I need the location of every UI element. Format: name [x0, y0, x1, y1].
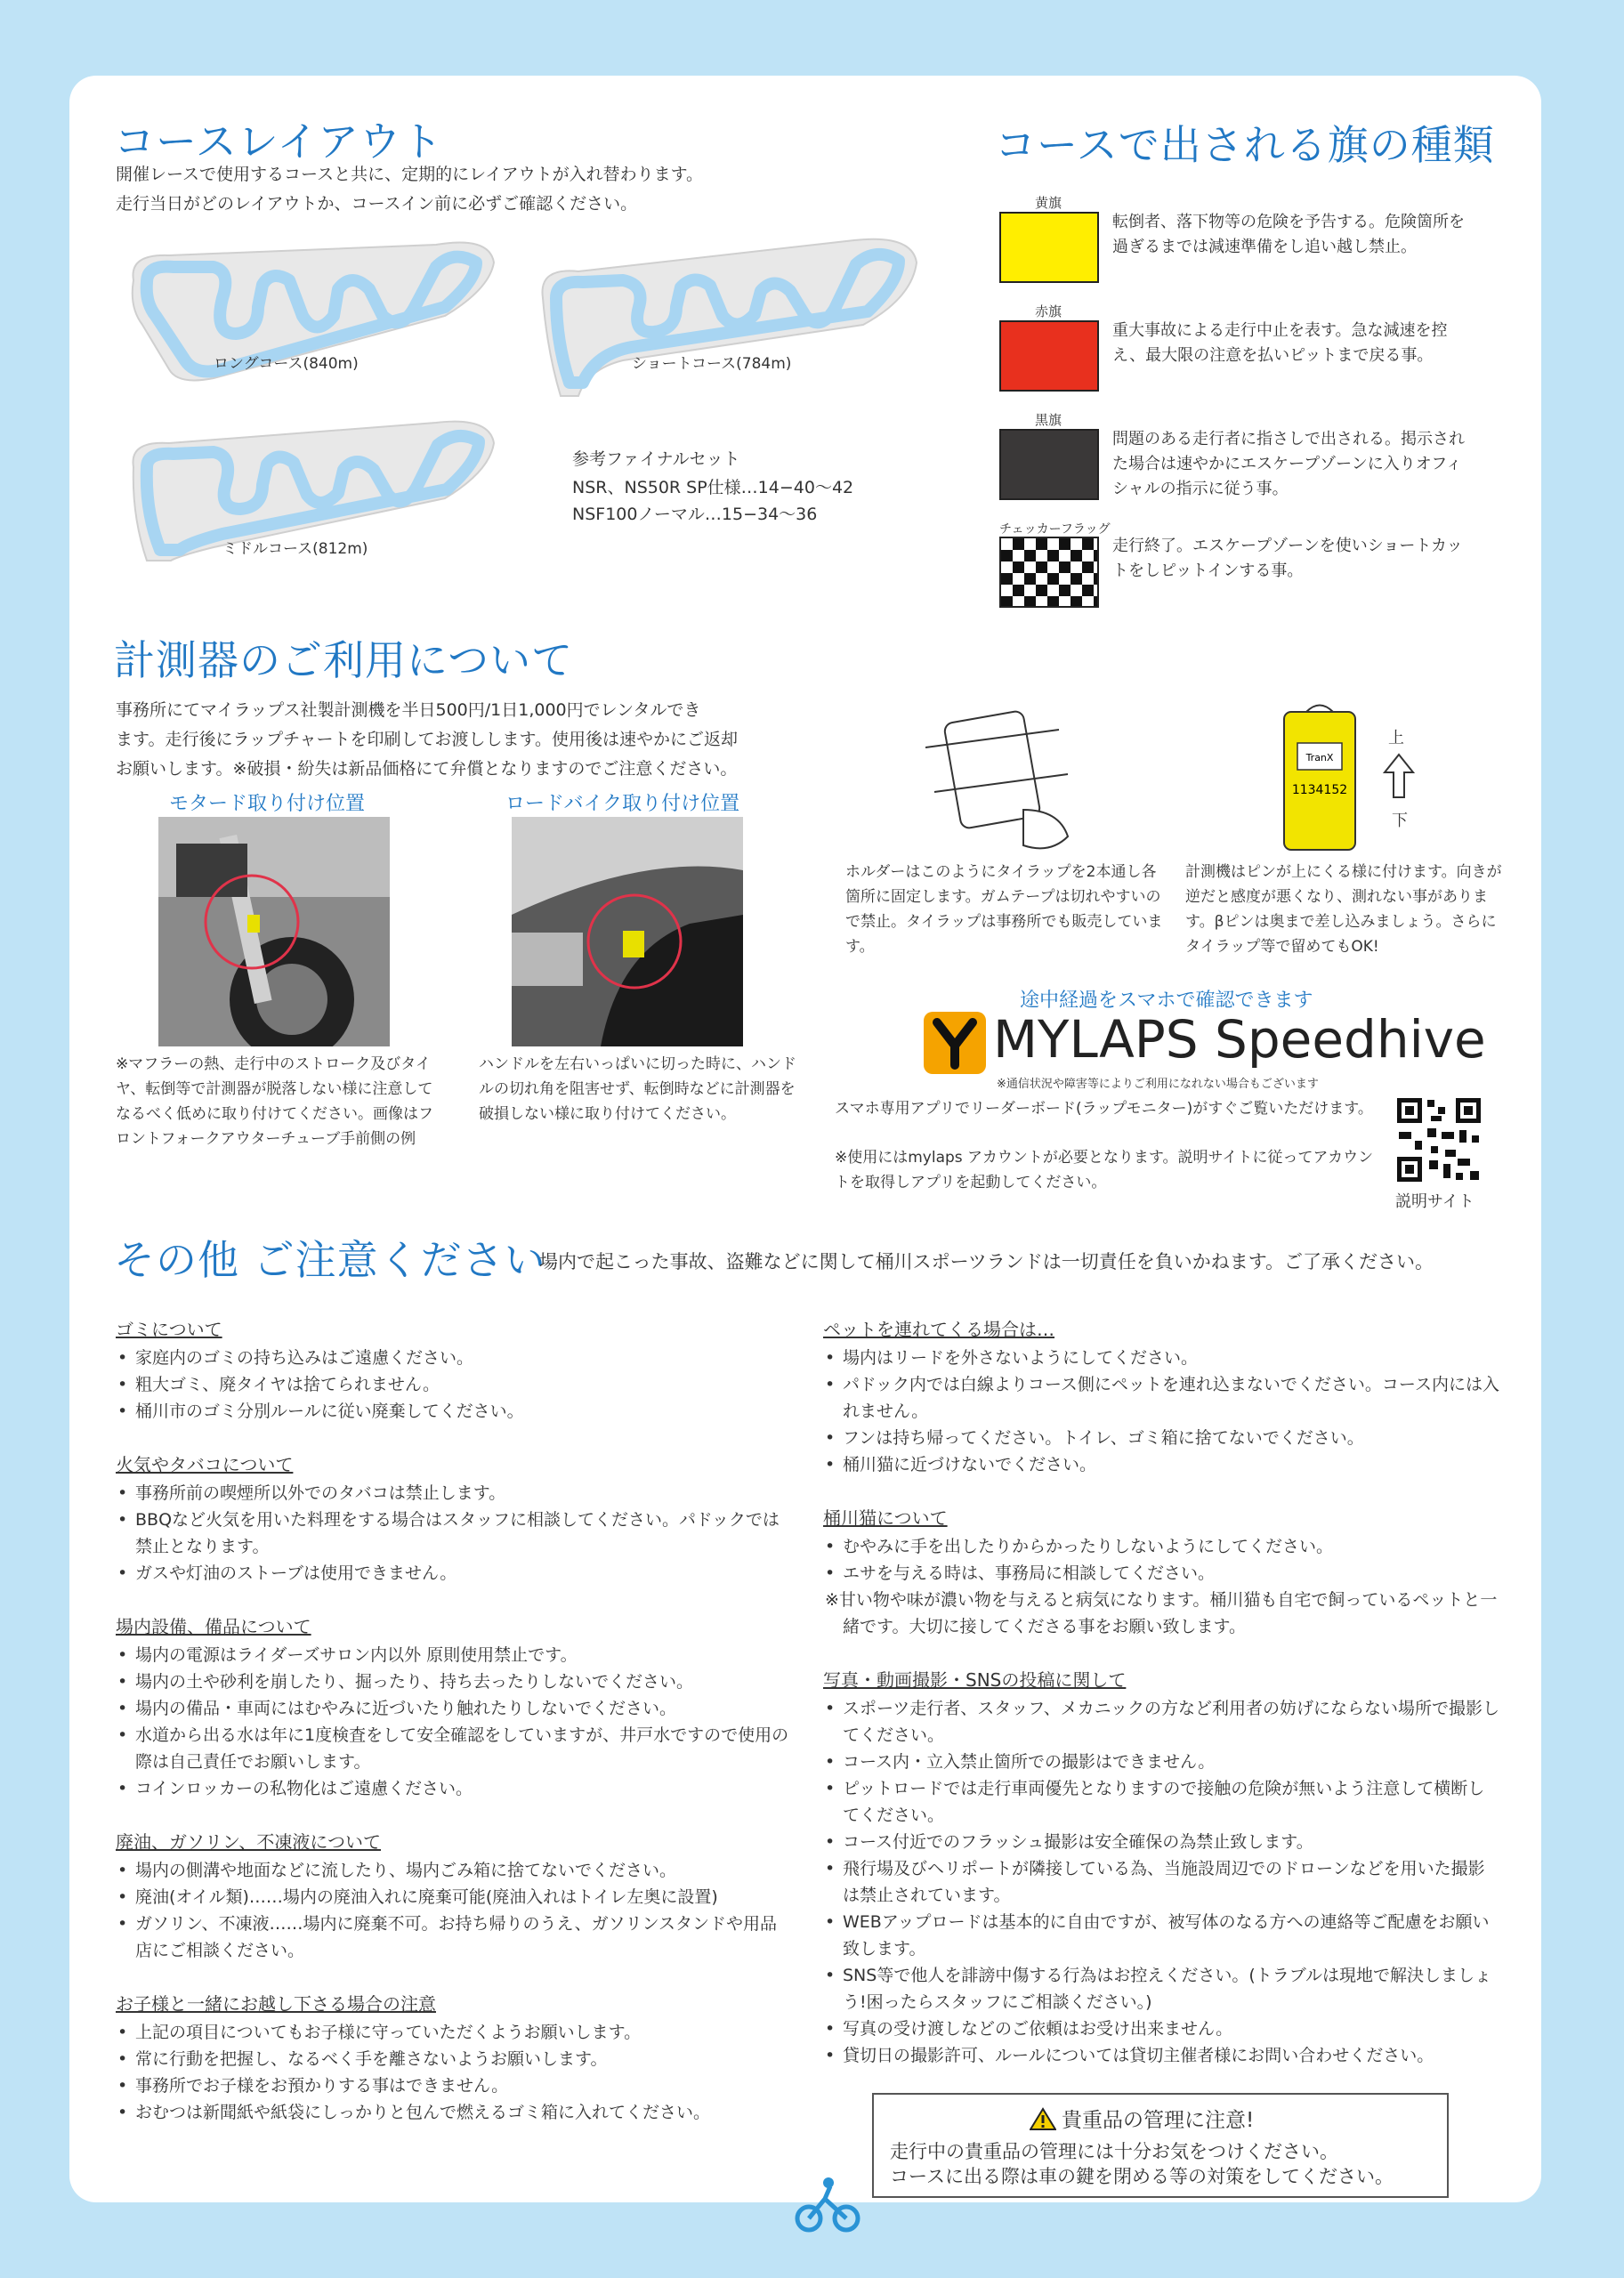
timer-desc-1: 事務所にてマイラップス社製計測機を半日500円/1日1,000円でレンタルでき: [116, 700, 701, 720]
section-heading: ペットを連れてくる場合は…: [823, 1319, 1054, 1340]
list-item: • 廃油(オイル類)……場内の廃油入れに廃棄可能(廃油入れはトイレ左奥に設置): [116, 1884, 792, 1910]
list-item: • 場内の側溝や地面などに流したり、場内ごみ箱に捨てないでください。: [116, 1857, 792, 1884]
yellow-flag: [999, 212, 1099, 283]
list-item: • 水道から出る水は年に1度検査をして安全確認をしていますが、井戸水ですので使用の際は自己責任でお願いします。: [116, 1722, 792, 1775]
flag-text-yellow: 転倒者、落下物等の危険を予告する。危険箇所を過ぎるまでは減速準備をし追い越し禁止。: [1112, 213, 1465, 256]
list-item: • フンは持ち帰ってください。トイレ、ゴミ箱に捨てないでください。: [823, 1425, 1501, 1451]
list-item: • 貸切日の撮影許可、ルールについては貸切主催者様にお問い合わせください。: [823, 2042, 1501, 2069]
notes-list: [116, 1480, 792, 1587]
bicycle-mascot-icon: [795, 2176, 861, 2238]
notes-list: [116, 1345, 792, 1425]
final-set-line-2: NSF100ノーマル…15−34〜36: [572, 505, 818, 524]
flag-text-black: 問題のある走行者に指さしで出される。掲示された場合は速やかにエスケープゾーンに入りオフィシャルの指示に従う事。: [1112, 430, 1465, 498]
list-item: • 粗大ゴミ、廃タイヤは捨てられません。: [116, 1371, 792, 1398]
valuables-warning-box: [872, 2093, 1449, 2198]
section-heading: 場内設備、備品について: [116, 1616, 311, 1637]
list-item: • 飛行場及びヘリポートが隣接している為、当施設周辺でのドローンなどを用いた撮影は禁止されています。: [823, 1855, 1501, 1909]
flag-text-checker: 走行終了。エスケープゾーンを使いショートカットをしピットインする事。: [1112, 537, 1463, 580]
list-item: • BBQなど火気を用いた料理をする場合はスタッフに相談してください。パドックでは禁止となります。: [116, 1507, 792, 1560]
section-heading: お子様と一緒にお越し下さる場合の注意: [116, 1993, 436, 2015]
section-heading: 桶川猫について: [823, 1507, 948, 1529]
flags-title: コースで出される旗の種類: [995, 121, 1495, 169]
notes-section: [116, 1990, 792, 2126]
list-item: • おむつは新聞紙や紙袋にしっかりと包んで燃えるゴミ箱に入れてください。: [116, 2099, 792, 2126]
notes-list: [116, 1642, 792, 1802]
motard-note: ※マフラーの熱、走行中のストローク及びタイヤ、転倒等で計測器が脱落しない様に注意してなるべく低めに取り付けてください。画像はフロントフォークアウターチューブ手前側の例: [116, 1055, 433, 1148]
list-item: • 場内の備品・車両にはむやみに近づいたり触れたりしないでください。: [116, 1695, 792, 1722]
list-item: • 場内の土や砂利を崩したり、掘ったり、持ち去ったりしないでください。: [116, 1668, 792, 1695]
other-subtitle: 場内で起こった事故、盗難などに関して桶川スポーツランドは一切責任を負いかねます。ご了承ください。: [539, 1251, 1434, 1272]
qr-code[interactable]: [1395, 1096, 1483, 1183]
list-item: • スポーツ走行者、スタッフ、メカニックの方など利用者の妨げにならない場所で撮影してください。: [823, 1695, 1501, 1749]
notes-section: [116, 1612, 792, 1802]
list-item: • 写真の受け渡しなどのご依頼はお受け出来ません。: [823, 2015, 1501, 2042]
section-extra-note: ※甘い物や味が濃い物を与えると病気になります。桶川猫も自宅で飼っているペットと一緒です。大切に接してくださる事をお願い致します。: [825, 1590, 1498, 1636]
checker-flag: [999, 537, 1099, 608]
list-item: • コース付近でのフラッシュ撮影は安全確保の為禁止致します。: [823, 1829, 1501, 1855]
list-item: • パドック内では白線よりコース側にペットを連れ込まないでください。コース内には入れません。: [823, 1371, 1501, 1425]
list-item: • ガソリン、不凍液……場内に廃棄不可。お持ち帰りのうえ、ガソリンスタンドや用品店にご相談ください。: [116, 1910, 792, 1964]
down-label: 下: [1392, 812, 1408, 830]
list-item: • SNS等で他人を誹謗中傷する行為はお控えください。(トラブルは現地で解決しましょう!困ったらスタッフにご相談ください。): [823, 1962, 1501, 2015]
mylaps-desc-2: ※使用にはmylaps アカウントが必要となります。説明サイトに従ってアカウントを取得しアプリを起動してください。: [835, 1149, 1374, 1192]
list-item: • エサを与える時は、事務局に相談してください。: [823, 1560, 1501, 1587]
course-title: コースレイアウト: [114, 117, 444, 166]
flag-label-black: 黒旗: [1035, 412, 1062, 428]
course-desc-1: 開催レースで使用するコースと共に、定期的にレイアウトが入れ替わります。: [116, 165, 704, 184]
notes-section: [823, 1315, 1501, 1478]
list-item: • 家庭内のゴミの持ち込みはご遠慮ください。: [116, 1345, 792, 1371]
road-note: ハンドルを左右いっぱいに切った時に、ハンドルの切れ角を阻害せず、転倒時などに計測器を破損しない様に取り付けてください。: [479, 1055, 796, 1123]
section-heading: 火気やタバコについて: [116, 1454, 294, 1475]
red-flag: [999, 320, 1099, 392]
timer-title: 計測器のご利用について: [114, 636, 574, 684]
mylaps-logo-icon: [924, 1012, 986, 1074]
road-photo: [512, 817, 743, 1046]
warning-text-1: 走行中の貴重品の管理には十分お気をつけください。: [890, 2141, 1338, 2162]
short-course-map: [534, 227, 925, 405]
warning-title: 貴重品の管理に注意!: [1062, 2109, 1255, 2132]
list-item: • コインロッカーの私物化はご遠慮ください。: [116, 1775, 792, 1802]
list-item: • 事務所でお子様をお預かりする事はできません。: [116, 2072, 792, 2099]
mylaps-intro: 途中経過をスマホで確認できます: [1020, 990, 1313, 1012]
notes-list: [823, 1533, 1501, 1587]
notes-section: [116, 1828, 792, 1964]
mylaps-small-note: ※通信状況や障害等によりご利用になれない場合もございます: [997, 1078, 1319, 1091]
motard-title: モタード取り付け位置: [169, 793, 366, 815]
transponder-id: 1134152: [1291, 783, 1348, 797]
list-item: • 桶川猫に近づけないでください。: [823, 1451, 1501, 1478]
notes-list: [116, 1857, 792, 1964]
list-item: • むやみに手を出したりからかったりしないようにしてください。: [823, 1533, 1501, 1560]
black-flag: [999, 429, 1099, 500]
mylaps-desc-1: スマホ専用アプリでリーダーボード(ラップモニター)がすぐご覧いただけます。: [835, 1100, 1373, 1118]
timer-desc-3: お願いします。※破損・紛失は新品価格にて弁償となりますのでご注意ください。: [116, 759, 738, 779]
middle-course-label: ミドルコース(812m): [222, 540, 368, 558]
notes-section: [116, 1450, 792, 1587]
notes-list: [823, 1345, 1501, 1478]
section-heading: 廃油、ガソリン、不凍液について: [116, 1831, 381, 1853]
course-desc-2: 走行当日がどのレイアウトか、コースイン前に必ずご確認ください。: [116, 194, 638, 214]
holder-note: ホルダーはこのようにタイラップを2本通し各箇所に固定します。ガムテープは切れやすいので禁止。タイラップは事務所でも販売しています。: [845, 863, 1163, 956]
long-course-label: ロングコース(840m): [214, 355, 359, 373]
warning-heading: [1030, 2104, 1254, 2133]
transponder-illustration: [1280, 703, 1360, 854]
flag-text-red: 重大事故による走行中止を表す。急な減速を控え、最大限の注意を払いピットまで戻る事。: [1112, 321, 1448, 365]
mylaps-logo-text: MYLAPS Speedhive: [993, 1009, 1486, 1070]
list-item: • 場内はリードを外さないようにしてください。: [823, 1345, 1501, 1371]
notes-list: [823, 1695, 1501, 2069]
pin-note: 計測機はピンが上にくる様に付けます。向きが逆だと感度が悪くなり、測れない事があります。βピンは奥まで差し込みましょう。さらにタイラップ等で留めてもOK!: [1185, 863, 1502, 956]
list-item: • WEBアップロードは基本的に自由ですが、被写体のなる方への連絡等ご配慮をお願い致します。: [823, 1909, 1501, 1962]
flag-label-red: 赤旗: [1035, 303, 1062, 319]
up-label: 上: [1388, 729, 1404, 747]
notes-list: [116, 2019, 792, 2126]
timer-desc-2: ます。走行後にラップチャートを印刷してお渡しします。使用後は速やかにご返却: [116, 730, 739, 749]
other-title: その他 ご注意ください: [114, 1236, 546, 1284]
left-notes-column: [116, 1315, 792, 2152]
list-item: • 常に行動を把握し、なるべく手を離さないようお願いします。: [116, 2046, 792, 2072]
warning-text-2: コースに出る際は車の鍵を閉める等の対策をしてください。: [890, 2166, 1394, 2187]
list-item: • 上記の項目についてもお子様に守っていただくようお願いします。: [116, 2019, 792, 2046]
list-item: • コース内・立入禁止箇所での撮影はできません。: [823, 1749, 1501, 1775]
holder-illustration: [925, 703, 1095, 859]
short-course-label: ショートコース(784m): [632, 355, 792, 373]
list-item: • 桶川市のゴミ分別ルールに従い廃棄してください。: [116, 1398, 792, 1425]
section-heading: 写真・動画撮影・SNSの投稿に関して: [823, 1669, 1127, 1691]
transponder-brand: TranX: [1305, 752, 1334, 763]
list-item: • 場内の電源はライダーズサロン内以外 原則使用禁止です。: [116, 1642, 792, 1668]
arrow-up-icon: [1383, 753, 1415, 799]
warning-icon: [1030, 2107, 1056, 2130]
final-set-line-1: NSR、NS50R SP仕様…14−40〜42: [572, 478, 854, 497]
motard-photo: [158, 817, 390, 1046]
road-title: ロードバイク取り付け位置: [505, 793, 740, 815]
qr-label: 説明サイト: [1395, 1192, 1475, 1211]
list-item: • 事務所前の喫煙所以外でのタバコは禁止します。: [116, 1480, 792, 1507]
right-notes-column: [823, 1315, 1501, 2095]
section-heading: ゴミについて: [116, 1319, 222, 1340]
flag-label-checker: チェッカーフラッグ: [999, 522, 1111, 537]
notes-section: [823, 1504, 1501, 1640]
list-item: • ガスや灯油のストーブは使用できません。: [116, 1560, 792, 1587]
final-set-title: 参考ファイナルセット: [572, 449, 740, 469]
notes-section: [116, 1315, 792, 1425]
flag-label-yellow: 黄旗: [1035, 195, 1062, 211]
notes-section: [823, 1666, 1501, 2069]
list-item: • ピットロードでは走行車両優先となりますので接触の危険が無いよう注意して横断してください。: [823, 1775, 1501, 1829]
